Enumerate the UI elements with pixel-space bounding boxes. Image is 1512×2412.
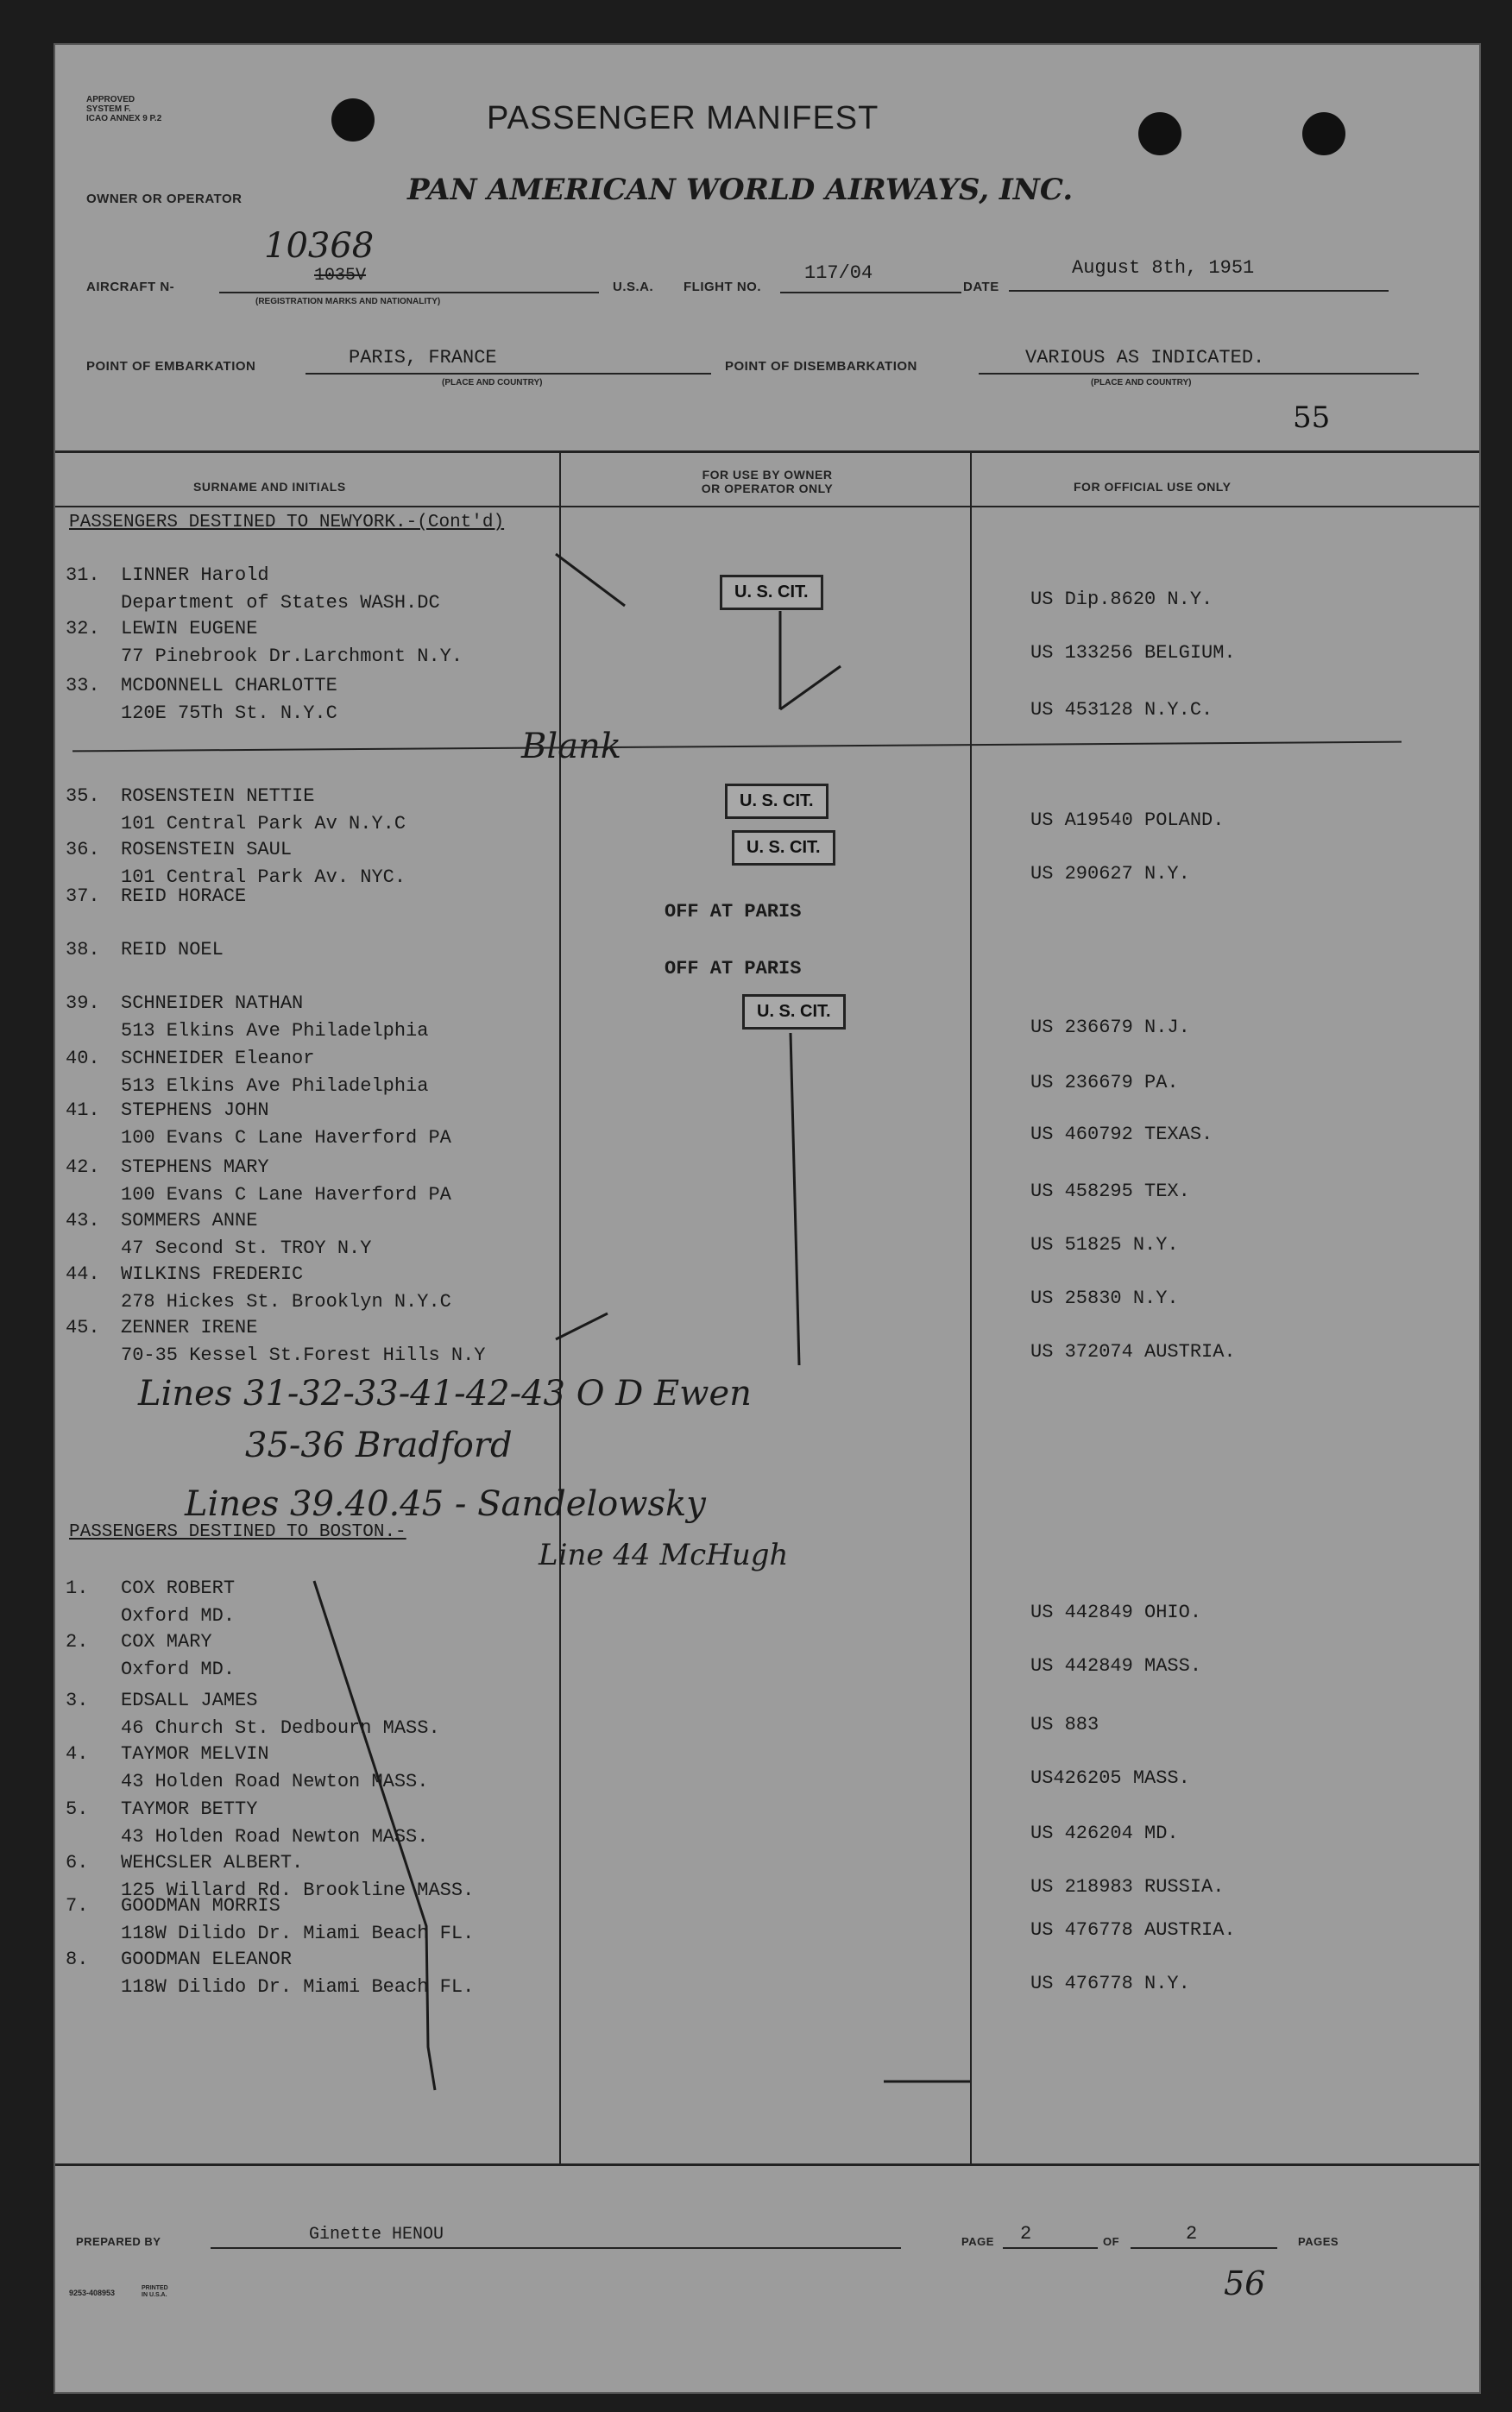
form-number: 9253-408953 (69, 2289, 116, 2297)
row-number: 45. (66, 1317, 100, 1338)
pages-label: PAGES (1298, 2235, 1339, 2248)
disembark-place-sub: (PLACE AND COUNTRY) (1091, 378, 1192, 387)
col-header-official: FOR OFFICIAL USE ONLY (1074, 480, 1232, 494)
official-document: US 372074 AUSTRIA. (1030, 1341, 1236, 1363)
row-number: 3. (66, 1690, 89, 1711)
official-document: US 453128 N.Y.C. (1030, 699, 1213, 721)
row-number: 1. (66, 1578, 89, 1599)
aircraft-label: AIRCRAFT N- (86, 280, 175, 294)
official-document: US 236679 PA. (1030, 1072, 1179, 1093)
of-label: OF (1103, 2235, 1120, 2248)
official-document: US426205 MASS. (1030, 1767, 1190, 1789)
corner-number: 56 (1224, 2264, 1266, 2302)
manifest-sheet (54, 43, 1481, 2394)
passenger-name: WILKINS FREDERIC (121, 1263, 304, 1285)
official-document: US A19540 POLAND. (1030, 809, 1225, 831)
flight-value: 117/04 (804, 262, 873, 284)
row-number: 4. (66, 1743, 89, 1765)
owner-value: PAN AMERICAN WORLD AIRWAYS, INC. (407, 173, 1074, 207)
row-number: 8. (66, 1949, 89, 1970)
official-document: US 476778 AUSTRIA. (1030, 1919, 1236, 1941)
passenger-address: 118W Dilido Dr. Miami Beach FL. (121, 1923, 475, 1944)
passenger-address: Oxford MD. (121, 1605, 236, 1627)
official-document: US 25830 N.Y. (1030, 1288, 1179, 1309)
passenger-name: COX MARY (121, 1631, 212, 1653)
embark-label: POINT OF EMBARKATION (86, 359, 256, 374)
row-number: 38. (66, 939, 100, 960)
passenger-name: ROSENSTEIN SAUL (121, 839, 293, 860)
passenger-name: SOMMERS ANNE (121, 1210, 258, 1231)
passenger-address: 43 Holden Road Newton MASS. (121, 1771, 429, 1792)
passenger-name: REID HORACE (121, 885, 247, 907)
aircraft-value-typed: 1035V (314, 266, 367, 286)
row-number: 41. (66, 1099, 100, 1121)
official-document: US 426204 MD. (1030, 1823, 1179, 1844)
passenger-address: Oxford MD. (121, 1659, 236, 1680)
row-number: 32. (66, 618, 100, 639)
official-document: US 883 (1030, 1714, 1099, 1735)
passenger-name: GOODMAN MORRIS (121, 1895, 280, 1917)
us-citizen-stamp-2: U. S. CIT. (725, 784, 828, 819)
pen-marks-overlay (55, 45, 1479, 2392)
passenger-name: WEHCSLER ALBERT. (121, 1852, 304, 1874)
us-citizen-stamp-3: U. S. CIT. (732, 830, 835, 866)
official-document: US 460792 TEXAS. (1030, 1124, 1213, 1145)
official-document: US 236679 N.J. (1030, 1017, 1190, 1038)
page-value: 2 (1020, 2223, 1032, 2245)
passenger-address: 46 Church St. Dedbourn MASS. (121, 1717, 440, 1739)
passenger-name: LEWIN EUGENE (121, 618, 258, 639)
passenger-address: 513 Elkins Ave Philadelphia (121, 1075, 429, 1097)
row-number: 5. (66, 1798, 89, 1820)
passenger-address: 47 Second St. TROY N.Y (121, 1237, 372, 1259)
passenger-name: ROSENSTEIN NETTIE (121, 785, 315, 807)
flight-label: FLIGHT NO. (684, 280, 761, 294)
form-code: APPROVED SYSTEM F. ICAO ANNEX 9 P.2 (86, 95, 162, 123)
row-number: 35. (66, 785, 100, 807)
official-document: US 218983 RUSSIA. (1030, 1876, 1225, 1898)
passenger-name: SCHNEIDER NATHAN (121, 992, 304, 1014)
row-number: 2. (66, 1631, 89, 1653)
passenger-name: LINNER Harold (121, 564, 269, 586)
row-number: 33. (66, 675, 100, 696)
col-header-owner: FOR USE BY OWNER OR OPERATOR ONLY (701, 468, 834, 495)
passenger-name: EDSALL JAMES (121, 1690, 258, 1711)
passenger-address: 118W Dilido Dr. Miami Beach FL. (121, 1976, 475, 1998)
us-citizen-stamp-4: U. S. CIT. (742, 994, 846, 1030)
passenger-address: 101 Central Park Av N.Y.C (121, 813, 406, 834)
off-at-paris-37: OFF AT PARIS (665, 901, 802, 923)
official-document: US 458295 TEX. (1030, 1181, 1190, 1202)
passenger-name: TAYMOR BETTY (121, 1798, 258, 1820)
passenger-address: 278 Hickes St. Brooklyn N.Y.C (121, 1291, 451, 1313)
official-document: US 133256 BELGIUM. (1030, 642, 1236, 664)
passenger-name: GOODMAN ELEANOR (121, 1949, 293, 1970)
official-document: US 290627 N.Y. (1030, 863, 1190, 885)
passenger-name: MCDONNELL CHARLOTTE (121, 675, 337, 696)
row-number: 37. (66, 885, 100, 907)
row-number: 43. (66, 1210, 100, 1231)
date-label: DATE (963, 280, 999, 294)
page-label: PAGE (961, 2235, 994, 2248)
off-at-paris-38: OFF AT PARIS (665, 958, 802, 979)
registration-sub: (REGISTRATION MARKS AND NATIONALITY) (255, 297, 441, 306)
passenger-address: 101 Central Park Av. NYC. (121, 866, 406, 888)
passenger-address: 100 Evans C Lane Haverford PA (121, 1184, 451, 1206)
prepared-by-underline (211, 2247, 901, 2249)
annotation-line-1: Lines 31-32-33-41-42-43 O D Ewen (138, 1374, 752, 1414)
annotation-line-4: Line 44 McHugh (539, 1538, 789, 1572)
us-citizen-stamp-1: U. S. CIT. (720, 575, 823, 610)
row-number: 6. (66, 1852, 89, 1874)
passenger-address: 43 Holden Road Newton MASS. (121, 1826, 429, 1848)
of-value: 2 (1186, 2223, 1198, 2245)
owner-label: OWNER OR OPERATOR (86, 192, 243, 206)
page-title: PASSENGER MANIFEST (487, 100, 879, 136)
passenger-address: 77 Pinebrook Dr.Larchmont N.Y. (121, 646, 463, 667)
official-document: US Dip.8620 N.Y. (1030, 589, 1213, 610)
prepared-by-label: PREPARED BY (76, 2235, 161, 2248)
official-document: US 51825 N.Y. (1030, 1234, 1179, 1256)
embark-place-sub: (PLACE AND COUNTRY) (442, 378, 543, 387)
row-number: 36. (66, 839, 100, 860)
official-document: US 442849 OHIO. (1030, 1602, 1202, 1623)
row-number: 40. (66, 1048, 100, 1069)
of-underline (1131, 2247, 1277, 2249)
passenger-name: STEPHENS MARY (121, 1156, 269, 1178)
section-heading-newyork: PASSENGERS DESTINED TO NEWYORK.-(Cont'd) (69, 513, 505, 532)
annotation-line-2: 35-36 Bradford (245, 1426, 513, 1465)
aircraft-value-handwritten: 10368 (264, 226, 375, 266)
passenger-name: TAYMOR MELVIN (121, 1743, 269, 1765)
passenger-name: REID NOEL (121, 939, 224, 960)
passenger-address: Department of States WASH.DC (121, 592, 440, 614)
printed-in: PRINTED IN U.S.A. (142, 2285, 168, 2298)
page-number: 55 (1293, 400, 1331, 435)
row-number: 44. (66, 1263, 100, 1285)
passenger-address: 120E 75Th St. N.Y.C (121, 702, 337, 724)
usa-label: U.S.A. (613, 280, 654, 294)
annotation-line-3: Lines 39.40.45 - Sandelowsky (185, 1484, 706, 1524)
row-number: 31. (66, 564, 100, 586)
passenger-name: SCHNEIDER Eleanor (121, 1048, 315, 1069)
official-document: US 442849 MASS. (1030, 1655, 1202, 1677)
row-number: 39. (66, 992, 100, 1014)
page-underline (1003, 2247, 1098, 2249)
official-document: US 476778 N.Y. (1030, 1973, 1190, 1994)
col-header-surname: SURNAME AND INITIALS (193, 480, 346, 494)
passenger-name: STEPHENS JOHN (121, 1099, 269, 1121)
section-heading-boston: PASSENGERS DESTINED TO BOSTON.- (69, 1522, 406, 1542)
row-number: 7. (66, 1895, 89, 1917)
passenger-address: 100 Evans C Lane Haverford PA (121, 1127, 451, 1149)
disembark-value: VARIOUS AS INDICATED. (1025, 347, 1265, 368)
passenger-address: 70-35 Kessel St.Forest Hills N.Y (121, 1345, 486, 1366)
passenger-name: COX ROBERT (121, 1578, 236, 1599)
prepared-by-value: Ginette HENOU (309, 2225, 444, 2245)
passenger-address: 513 Elkins Ave Philadelphia (121, 1020, 429, 1042)
passenger-address: 125 Willard Rd. Brookline MASS. (121, 1880, 475, 1901)
passenger-name: ZENNER IRENE (121, 1317, 258, 1338)
embark-value: PARIS, FRANCE (349, 347, 497, 368)
row-number: 42. (66, 1156, 100, 1178)
date-value: August 8th, 1951 (1072, 257, 1255, 279)
disembark-label: POINT OF DISEMBARKATION (725, 359, 917, 374)
